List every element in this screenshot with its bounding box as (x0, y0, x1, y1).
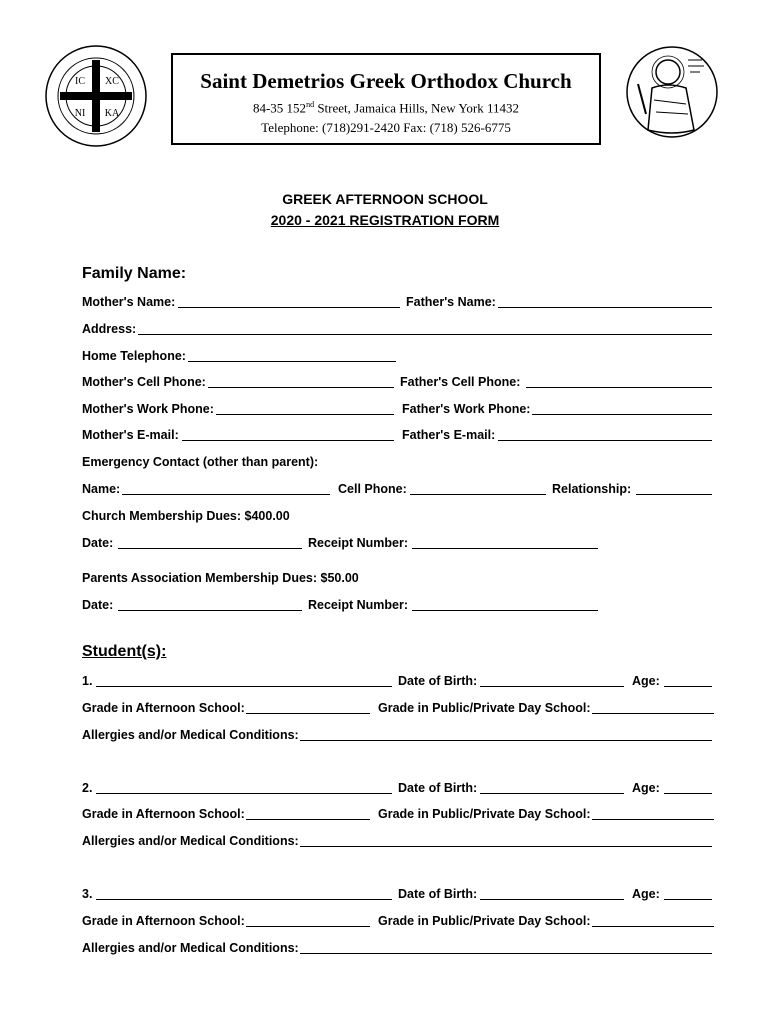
parents-name-row (82, 295, 716, 311)
student-2-dob-label: Date of Birth: (398, 781, 478, 795)
home-telephone-field[interactable] (188, 349, 396, 362)
fathers-work-field[interactable] (532, 402, 712, 415)
emergency-contact-row (82, 455, 716, 471)
student-3-dob-label: Date of Birth: (398, 887, 478, 901)
student-2-grade-row (82, 807, 716, 823)
student-3-allergies-label: Allergies and/or Medical Conditions: (82, 941, 299, 955)
student-3-grade-day-label: Grade in Public/Private Day School: (378, 914, 591, 928)
address-field[interactable] (138, 322, 712, 335)
student-1-number: 1. (82, 674, 93, 688)
student-1-name-field[interactable] (96, 674, 392, 687)
parents-dues-row (82, 571, 716, 587)
fathers-cell-label: Father's Cell Phone: (400, 375, 521, 389)
fathers-email-field[interactable] (498, 428, 712, 441)
emergency-cell-field[interactable] (410, 482, 546, 495)
student-1-allergies-row (82, 728, 716, 744)
seal-monogram-xc: XC (105, 76, 119, 87)
student-1-age-label: Age: (632, 674, 660, 688)
mothers-name-field[interactable] (178, 295, 400, 308)
mothers-email-field[interactable] (182, 428, 394, 441)
mothers-email-label: Mother's E-mail: (82, 428, 179, 442)
fathers-email-label: Father's E-mail: (402, 428, 496, 442)
church-dues-label: Church Membership Dues: $400.00 (82, 509, 290, 523)
fathers-work-label: Father's Work Phone: (402, 402, 531, 416)
student-2-age-field[interactable] (664, 781, 712, 794)
mothers-cell-label: Mother's Cell Phone: (82, 375, 206, 389)
student-2-number: 2. (82, 781, 93, 795)
parents-dues-date-field[interactable] (118, 598, 302, 611)
seal-monogram-ni: NI (74, 108, 86, 119)
student-3-grade-day-field[interactable] (592, 914, 714, 927)
church-name: Saint Demetrios Greek Orthodox Church (200, 69, 572, 93)
student-1-grade-row (82, 701, 716, 717)
student-2-grade-day-label: Grade in Public/Private Day School: (378, 807, 591, 821)
parents-dues-date-label: Date: (82, 598, 114, 612)
student-3-name-row (82, 887, 716, 903)
form-subtitle: 2020 - 2021 REGISTRATION FORM (270, 212, 500, 228)
emergency-details-row (82, 482, 716, 498)
parents-dues-receipt-field[interactable] (412, 598, 598, 611)
home-telephone-row (82, 349, 716, 365)
student-2-allergies-label: Allergies and/or Medical Conditions: (82, 834, 299, 848)
family-name-heading: Family Name: (82, 265, 187, 282)
student-1-dob-field[interactable] (480, 674, 624, 687)
fathers-cell-field[interactable] (526, 375, 712, 388)
address-label: Address: (82, 322, 137, 336)
student-3-allergies-field[interactable] (300, 941, 712, 954)
student-2-name-row (82, 781, 716, 797)
address-prefix: 84-35 152 (252, 100, 307, 116)
students-heading: Student(s): (82, 643, 167, 660)
cell-phone-row (82, 375, 716, 391)
student-2-name-field[interactable] (96, 781, 392, 794)
church-dues-row (82, 509, 716, 525)
student-1-age-field[interactable] (664, 674, 712, 687)
church-address (173, 100, 599, 116)
mothers-work-field[interactable] (216, 402, 394, 415)
student-3-allergies-row (82, 941, 716, 957)
student-1-dob-label: Date of Birth: (398, 674, 478, 688)
relationship-label: Relationship: (552, 482, 632, 496)
student-1-grade-day-field[interactable] (592, 701, 714, 714)
student-3-age-field[interactable] (664, 887, 712, 900)
student-2-grade-afternoon-field[interactable] (246, 807, 370, 820)
seal-monogram-ic: IC (75, 76, 85, 87)
emergency-contact-label: Emergency Contact (other than parent): (82, 455, 319, 469)
address-suffix: nd (306, 100, 315, 109)
parents-dues-receipt-label: Receipt Number: (308, 598, 409, 612)
address-row (82, 322, 716, 338)
student-1-allergies-label: Allergies and/or Medical Conditions: (82, 728, 299, 742)
home-telephone-label: Home Telephone: (82, 349, 186, 363)
student-1-grade-day-label: Grade in Public/Private Day School: (378, 701, 591, 715)
form-title: GREEK AFTERNOON SCHOOL (282, 191, 488, 207)
church-header (171, 53, 601, 145)
parents-dues-label: Parents Association Membership Dues: $50.00 (82, 571, 359, 585)
student-3-dob-field[interactable] (480, 887, 624, 900)
archdiocese-seal (44, 44, 148, 148)
parents-dues-date-row (82, 598, 716, 614)
student-1-allergies-field[interactable] (300, 728, 712, 741)
student-1-name-row (82, 674, 716, 690)
relationship-field[interactable] (636, 482, 712, 495)
church-dues-date-field[interactable] (118, 536, 302, 549)
church-dues-receipt-label: Receipt Number: (308, 536, 409, 550)
student-1-grade-afternoon-label: Grade in Afternoon School: (82, 701, 245, 715)
church-dues-date-label: Date: (82, 536, 114, 550)
student-2-grade-afternoon-label: Grade in Afternoon School: (82, 807, 245, 821)
student-2-dob-field[interactable] (480, 781, 624, 794)
student-3-name-field[interactable] (96, 887, 392, 900)
student-3-grade-afternoon-label: Grade in Afternoon School: (82, 914, 245, 928)
student-3-grade-row (82, 914, 716, 930)
student-3-age-label: Age: (632, 887, 660, 901)
student-2-allergies-field[interactable] (300, 834, 712, 847)
emergency-name-label: Name: (82, 482, 121, 496)
student-3-grade-afternoon-field[interactable] (246, 914, 370, 927)
mothers-name-label: Mother's Name: (82, 295, 176, 309)
church-phone: Telephone: (718)291-2420 Fax: (718) 526-6775 (261, 120, 511, 136)
work-phone-row (82, 402, 716, 418)
student-3-number: 3. (82, 887, 93, 901)
address-rest: Street, Jamaica Hills, New York 11432 (314, 100, 520, 116)
church-dues-date-row (82, 536, 716, 552)
seal-monogram-ka: KA (104, 108, 120, 119)
student-1-grade-afternoon-field[interactable] (246, 701, 370, 714)
mothers-work-label: Mother's Work Phone: (82, 402, 214, 416)
email-row (82, 428, 716, 444)
student-2-allergies-row (82, 834, 716, 850)
mothers-cell-field[interactable] (208, 375, 394, 388)
church-dues-receipt-field[interactable] (412, 536, 598, 549)
saint-icon (624, 44, 720, 140)
fathers-name-label: Father's Name: (406, 295, 496, 309)
student-2-age-label: Age: (632, 781, 660, 795)
emergency-cell-label: Cell Phone: (338, 482, 407, 496)
fathers-name-field[interactable] (498, 295, 712, 308)
student-2-grade-day-field[interactable] (592, 807, 714, 820)
emergency-name-field[interactable] (122, 482, 330, 495)
